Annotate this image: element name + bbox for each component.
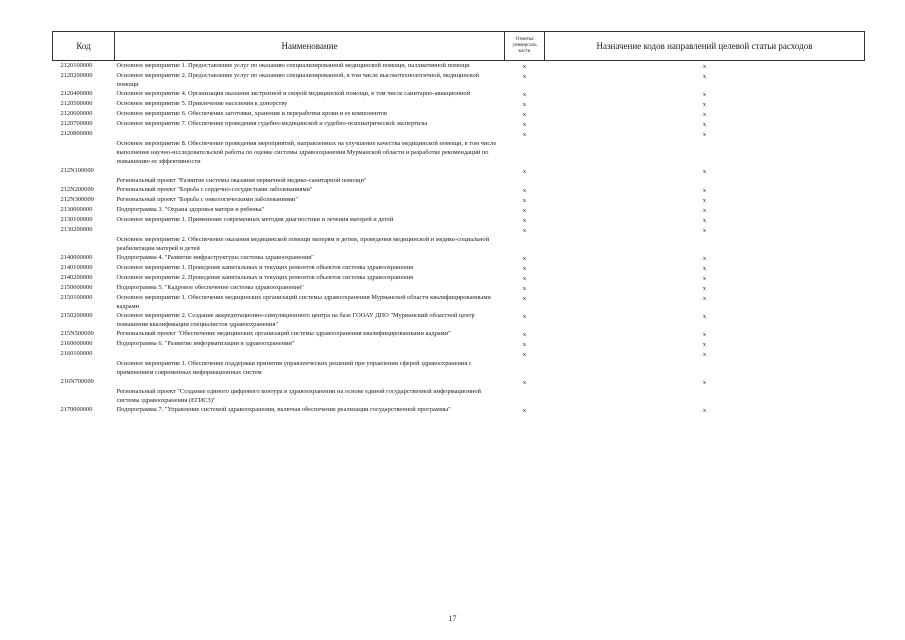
table-row bbox=[53, 71, 865, 89]
row-name: Региональный проект "Развитие системы оказания первичной медико-санитарной помощи" bbox=[116, 177, 367, 184]
row-name: Основное мероприятие 5. Привлечение населения к донорству bbox=[116, 100, 288, 107]
row-code: 215N500000 bbox=[60, 330, 94, 337]
table-row bbox=[53, 263, 865, 273]
row-name: Основное мероприятие 2. Проведение капитальных и текущих ремонтов объектов системы здравоохранения bbox=[116, 274, 414, 281]
mark-x: x bbox=[522, 351, 527, 358]
mark-x: x bbox=[702, 341, 707, 348]
mark-x: x bbox=[522, 187, 527, 194]
mark-x: x bbox=[702, 275, 707, 282]
table-row bbox=[53, 109, 865, 119]
row-separate-mark bbox=[505, 293, 545, 311]
row-destination-mark bbox=[545, 225, 865, 253]
row-destination-mark bbox=[545, 99, 865, 109]
row-name: Подпрограмма 4. "Развитие инфраструктуры системы здравоохранения" bbox=[116, 254, 314, 261]
row-name: Региональный проект "Создание единого цифрового контура в здравоохранении на основе единой государственной информационной системы здравоохранения (ЕГИСЗ)" bbox=[116, 388, 481, 404]
mark-x: x bbox=[522, 341, 527, 348]
row-name: Региональный проект "Обеспечение медицинских организаций системы здравоохранения квалифицированными кадрами" bbox=[116, 330, 451, 337]
row-code: 2120400000 bbox=[60, 90, 93, 97]
row-destination-mark bbox=[545, 329, 865, 339]
row-separate-mark bbox=[505, 339, 545, 349]
mark-x: x bbox=[702, 217, 707, 224]
mark-x: x bbox=[702, 331, 707, 338]
mark-x: x bbox=[522, 313, 527, 320]
row-name: Основное мероприятие 1. Обеспечение медицинских организаций системы здравоохранения Мурманской области квалифицированными кадрами bbox=[116, 294, 491, 310]
mark-x: x bbox=[522, 73, 527, 80]
table-row bbox=[53, 405, 865, 415]
row-code: 2120200000 bbox=[60, 72, 93, 79]
mark-x: x bbox=[702, 131, 707, 138]
mark-x: x bbox=[702, 255, 707, 262]
table-row bbox=[53, 61, 865, 72]
row-destination-mark bbox=[545, 215, 865, 225]
row-name: Региональный проект "Борьба с сердечно-сосудистыми заболеваниями" bbox=[116, 186, 313, 193]
mark-x: x bbox=[522, 91, 527, 98]
row-name: Подпрограмма 5. "Кадровое обеспечение системы здравоохранения" bbox=[116, 284, 304, 291]
row-code: 2130000000 bbox=[60, 206, 93, 213]
document-page bbox=[52, 31, 864, 415]
row-destination-mark bbox=[545, 119, 865, 129]
mark-x: x bbox=[522, 331, 527, 338]
mark-x: x bbox=[702, 121, 707, 128]
mark-x: x bbox=[702, 73, 707, 80]
row-destination-mark bbox=[545, 349, 865, 377]
table-row bbox=[53, 89, 865, 99]
table-row bbox=[53, 225, 865, 253]
row-name: Основное мероприятие 4. Организация оказания экстренной и скорой медицинской помощи, в том числе санитарно-авиационной bbox=[116, 90, 471, 97]
mark-x: x bbox=[702, 187, 707, 194]
table-row bbox=[53, 253, 865, 263]
table-row bbox=[53, 215, 865, 225]
mark-x: x bbox=[522, 101, 527, 108]
table-row bbox=[53, 273, 865, 283]
row-destination-mark bbox=[545, 283, 865, 293]
mark-x: x bbox=[522, 255, 527, 262]
row-destination-mark bbox=[545, 195, 865, 205]
row-code: 2160000000 bbox=[60, 340, 93, 347]
mark-x: x bbox=[702, 63, 707, 70]
row-separate-mark bbox=[505, 311, 545, 329]
row-code: 2150000000 bbox=[60, 284, 93, 291]
row-name: Основное мероприятие 2. Обеспечение оказания медицинской помощи матерям и детям, проведения медицинской и медико-социальной реабилитации матерей и детей bbox=[116, 236, 490, 252]
row-code: 2140000000 bbox=[60, 254, 93, 261]
table-row bbox=[53, 205, 865, 215]
row-name: Региональный проект "Борьба с онкологическими заболеваниями" bbox=[116, 196, 298, 203]
mark-x: x bbox=[522, 168, 527, 175]
row-separate-mark bbox=[505, 225, 545, 253]
mark-x: x bbox=[522, 227, 527, 234]
mark-x: x bbox=[522, 275, 527, 282]
page-number: 17 bbox=[448, 614, 457, 623]
mark-x: x bbox=[522, 121, 527, 128]
row-destination-mark bbox=[545, 405, 865, 415]
row-name: Основное мероприятие 7. Обеспечение проведения судебно-медицинской и судебно-психиатрической экспертизы bbox=[116, 120, 428, 127]
table-row bbox=[53, 99, 865, 109]
row-code: 2160100000 bbox=[60, 350, 93, 357]
mark-x: x bbox=[702, 168, 707, 175]
row-separate-mark bbox=[505, 205, 545, 215]
row-name: Основное мероприятие 2. Предоставление услуг по оказанию специализированной, в том числе высокотехнологичной, медицинской помощи bbox=[116, 72, 480, 88]
row-destination-mark bbox=[545, 263, 865, 273]
mark-x: x bbox=[522, 295, 527, 302]
row-code: 2120100000 bbox=[60, 62, 93, 69]
row-separate-mark bbox=[505, 166, 545, 185]
row-separate-mark bbox=[505, 89, 545, 99]
row-destination-mark bbox=[545, 339, 865, 349]
row-destination-mark bbox=[545, 129, 865, 166]
row-name: Основное мероприятие 1. Обеспечение поддержки принятия управленческих решений при управлении сферой здравоохранения с применением современных информационных систем bbox=[116, 360, 472, 376]
row-separate-mark bbox=[505, 329, 545, 339]
mark-x: x bbox=[522, 407, 527, 414]
mark-x: x bbox=[702, 295, 707, 302]
mark-x: x bbox=[522, 217, 527, 224]
mark-x: x bbox=[702, 379, 707, 386]
row-name: Подпрограмма 3. "Охрана здоровья матери и ребенка" bbox=[116, 206, 265, 213]
row-code: 2150200000 bbox=[60, 312, 93, 319]
mark-x: x bbox=[702, 227, 707, 234]
mark-x: x bbox=[522, 285, 527, 292]
row-name: Подпрограмма 7. "Управление системой здравоохранения, включая обеспечение реализации государственной программы" bbox=[116, 406, 451, 413]
row-separate-mark bbox=[505, 377, 545, 405]
row-separate-mark bbox=[505, 283, 545, 293]
mark-x: x bbox=[702, 285, 707, 292]
mark-x: x bbox=[522, 207, 527, 214]
row-destination-mark bbox=[545, 273, 865, 283]
row-code: 212N300000 bbox=[60, 196, 94, 203]
mark-x: x bbox=[702, 351, 707, 358]
row-separate-mark bbox=[505, 129, 545, 166]
row-code: 2120600000 bbox=[60, 110, 93, 117]
row-separate-mark bbox=[505, 185, 545, 195]
row-code: 2150100000 bbox=[60, 294, 93, 301]
table-row bbox=[53, 311, 865, 329]
row-separate-mark bbox=[505, 109, 545, 119]
header-code: Код bbox=[53, 32, 115, 61]
row-separate-mark bbox=[505, 349, 545, 377]
mark-x: x bbox=[522, 197, 527, 204]
mark-x: x bbox=[702, 91, 707, 98]
row-name: Основное мероприятие 1. Проведение капитальных и текущих ремонтов объектов системы здравоохранения bbox=[116, 264, 414, 271]
table-row bbox=[53, 195, 865, 205]
row-code: 2140100000 bbox=[60, 264, 93, 271]
row-destination-mark bbox=[545, 166, 865, 185]
table-row bbox=[53, 166, 865, 185]
table-row bbox=[53, 339, 865, 349]
row-code: 2170000000 bbox=[60, 406, 93, 413]
budget-codes-table bbox=[52, 31, 865, 415]
row-code: 2120500000 bbox=[60, 100, 93, 107]
row-separate-mark bbox=[505, 99, 545, 109]
mark-x: x bbox=[522, 265, 527, 272]
row-separate-mark bbox=[505, 263, 545, 273]
mark-x: x bbox=[702, 407, 707, 414]
mark-x: x bbox=[702, 197, 707, 204]
row-name: Основное мероприятие 6. Обеспечение заготовки, хранения и переработки крови и ее компонентов bbox=[116, 110, 388, 117]
table-row bbox=[53, 293, 865, 311]
row-code: 2120700000 bbox=[60, 120, 93, 127]
header-destination: Назначение кодов направлений целевой статьи расходов bbox=[545, 32, 865, 61]
mark-x: x bbox=[522, 379, 527, 386]
mark-x: x bbox=[522, 111, 527, 118]
row-destination-mark bbox=[545, 89, 865, 99]
row-separate-mark bbox=[505, 215, 545, 225]
row-separate-mark bbox=[505, 253, 545, 263]
row-code: 212N200000 bbox=[60, 186, 94, 193]
mark-x: x bbox=[702, 111, 707, 118]
row-code: 2130200000 bbox=[60, 226, 93, 233]
row-name: Основное мероприятие 8. Обеспечение проведения мероприятий, направленных на улучшение качества медицинской помощи, в том числе выполнение научно-исследовательской работы по оценке системы здравоохранения Мурманской области и разработке рекомендаций по повышению ее эффективности bbox=[116, 140, 497, 165]
row-name: Основное мероприятие 1. Применение современных методик диагностики и лечения матерей и детей bbox=[116, 216, 394, 223]
table-row bbox=[53, 283, 865, 293]
mark-x: x bbox=[702, 313, 707, 320]
mark-x: x bbox=[522, 131, 527, 138]
row-name: Подпрограмма 6. "Развитие информатизации в здравоохранении" bbox=[116, 340, 295, 347]
header-name: Наименование bbox=[115, 32, 505, 61]
mark-x: x bbox=[702, 101, 707, 108]
header-separate-mark: Отметка универсаль кости bbox=[505, 32, 545, 61]
table-row bbox=[53, 129, 865, 166]
mark-x: x bbox=[702, 207, 707, 214]
row-destination-mark bbox=[545, 71, 865, 89]
table-row bbox=[53, 185, 865, 195]
table-row bbox=[53, 349, 865, 377]
table-header-row bbox=[53, 32, 865, 61]
row-code: 212N100000 bbox=[60, 167, 94, 174]
table-row bbox=[53, 329, 865, 339]
table-row bbox=[53, 119, 865, 129]
row-name: Основное мероприятие 2. Создание аккредитационно-симуляционного центра на базе ГООАУ ДПО "Мурманский областной центр повышения квалификации специалистов здравоохранения" bbox=[116, 312, 475, 328]
row-separate-mark bbox=[505, 71, 545, 89]
row-separate-mark bbox=[505, 195, 545, 205]
row-destination-mark bbox=[545, 185, 865, 195]
row-separate-mark bbox=[505, 119, 545, 129]
table-body bbox=[53, 61, 865, 416]
row-destination-mark bbox=[545, 293, 865, 311]
row-code: 2130100000 bbox=[60, 216, 93, 223]
row-separate-mark bbox=[505, 61, 545, 72]
row-destination-mark bbox=[545, 205, 865, 215]
row-destination-mark bbox=[545, 109, 865, 119]
row-code: 216N700000 bbox=[60, 378, 94, 385]
row-destination-mark bbox=[545, 61, 865, 72]
row-separate-mark bbox=[505, 273, 545, 283]
row-code: 2120800000 bbox=[60, 130, 93, 137]
row-destination-mark bbox=[545, 377, 865, 405]
row-code: 2140200000 bbox=[60, 274, 93, 281]
row-destination-mark bbox=[545, 253, 865, 263]
mark-x: x bbox=[522, 63, 527, 70]
row-name: Основное мероприятие 1. Предоставление услуг по оказанию специализированной медицинской помощи, паллиативной помощи bbox=[116, 62, 470, 69]
mark-x: x bbox=[702, 265, 707, 272]
table-row bbox=[53, 377, 865, 405]
row-separate-mark bbox=[505, 405, 545, 415]
row-destination-mark bbox=[545, 311, 865, 329]
